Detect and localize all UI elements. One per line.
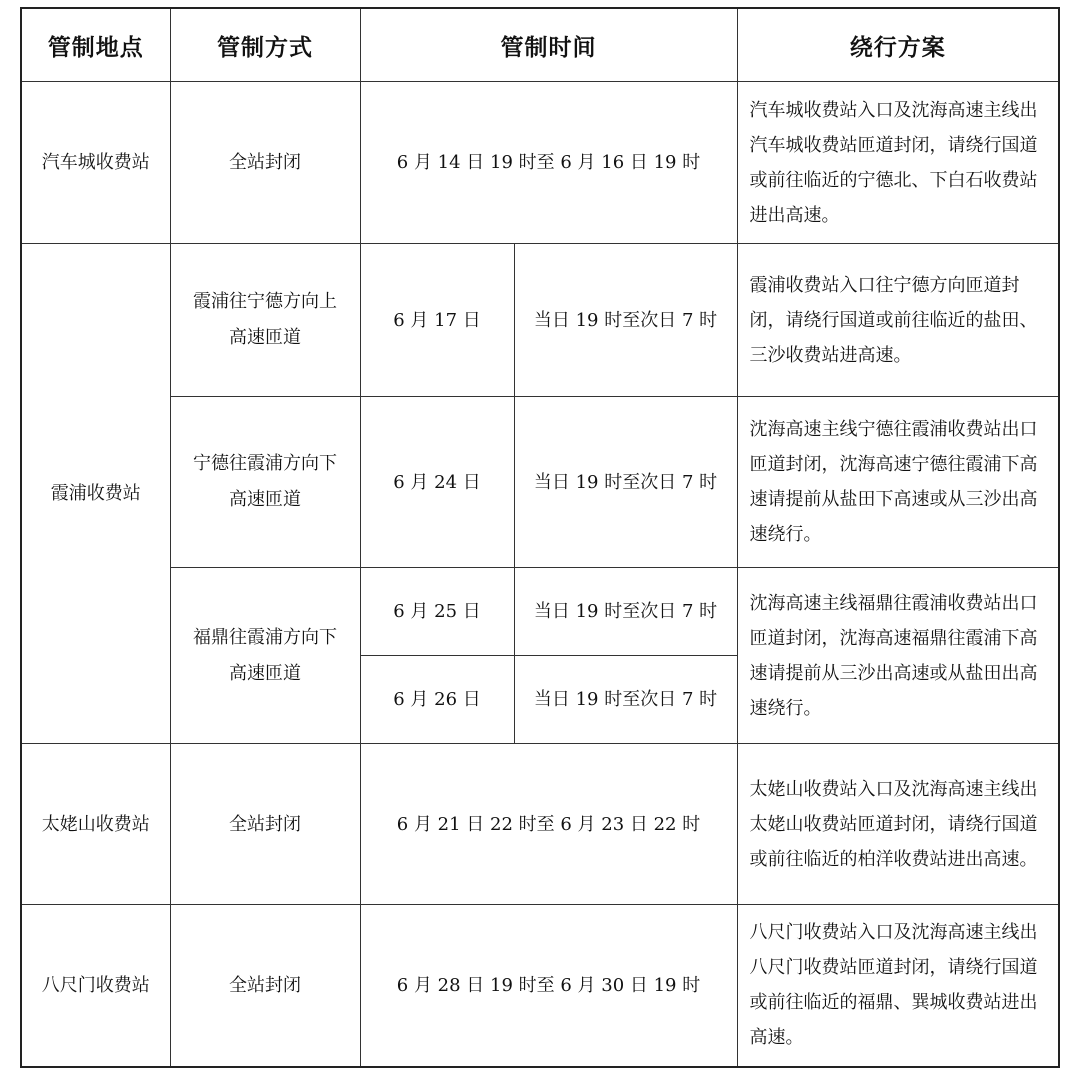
detour-cell: 汽车城收费站入口及沈海高速主线出汽车城收费站匝道封闭，请绕行国道或前往临近的宁德北、下白石收费站进出高速。 <box>737 82 1059 244</box>
method-cell <box>170 568 360 744</box>
location-cell: 八尺门收费站 <box>21 905 170 1067</box>
method-cell <box>170 397 360 568</box>
table-row <box>21 905 1059 1067</box>
date-cell: 6 月 26 日 <box>360 656 514 744</box>
detour-cell: 霞浦收费站入口往宁德方向匝道封闭，请绕行国道或前往临近的盐田、三沙收费站进高速。 <box>737 244 1059 397</box>
time-cell: 6 月 28 日 19 时至 6 月 30 日 19 时 <box>360 905 737 1067</box>
header-detour: 绕行方案 <box>737 8 1059 82</box>
detour-cell: 太姥山收费站入口及沈海高速主线出太姥山收费站匝道封闭，请绕行国道或前往临近的柏洋收费站进出高速。 <box>737 744 1059 905</box>
method-cell <box>170 244 360 397</box>
date-cell: 6 月 24 日 <box>360 397 514 568</box>
date-cell: 6 月 17 日 <box>360 244 514 397</box>
method-text <box>193 446 337 518</box>
header-location: 管制地点 <box>21 8 170 82</box>
method-line: 高速匝道 <box>229 489 301 510</box>
location-cell: 汽车城收费站 <box>21 82 170 244</box>
header-method: 管制方式 <box>170 8 360 82</box>
method-text <box>193 284 337 356</box>
table-row <box>21 397 1059 568</box>
hours-cell: 当日 19 时至次日 7 时 <box>514 568 737 656</box>
method-line: 高速匝道 <box>229 662 301 684</box>
method-cell: 全站封闭 <box>170 905 360 1067</box>
header-time: 管制时间 <box>360 8 737 82</box>
header-row <box>21 8 1059 82</box>
table-row <box>21 244 1059 397</box>
traffic-control-table <box>20 7 1060 1068</box>
table-row <box>21 82 1059 244</box>
hours-cell: 当日 19 时至次日 7 时 <box>514 397 737 568</box>
method-line: 霞浦往宁德方向上 <box>193 291 337 312</box>
time-cell: 6 月 21 日 22 时至 6 月 23 日 22 时 <box>360 744 737 905</box>
hours-cell: 当日 19 时至次日 7 时 <box>514 656 737 744</box>
table-row <box>21 568 1059 656</box>
location-cell: 霞浦收费站 <box>21 244 170 744</box>
detour-cell: 沈海高速主线宁德往霞浦收费站出口匝道封闭，沈海高速宁德往霞浦下高速请提前从盐田下高速或从三沙出高速绕行。 <box>737 397 1059 568</box>
table-row <box>21 744 1059 905</box>
location-cell: 太姥山收费站 <box>21 744 170 905</box>
method-line: 高速匝道 <box>229 327 301 348</box>
method-text <box>193 620 337 692</box>
hours-cell: 当日 19 时至次日 7 时 <box>514 244 737 397</box>
date-cell: 6 月 25 日 <box>360 568 514 656</box>
method-line: 福鼎往霞浦方向下 <box>193 626 337 648</box>
detour-cell: 沈海高速主线福鼎往霞浦收费站出口匝道封闭，沈海高速福鼎往霞浦下高速请提前从三沙出高速或从盐田出高速绕行。 <box>737 568 1059 744</box>
time-cell: 6 月 14 日 19 时至 6 月 16 日 19 时 <box>360 82 737 244</box>
method-line: 宁德往霞浦方向下 <box>193 453 337 474</box>
method-cell: 全站封闭 <box>170 744 360 905</box>
method-cell: 全站封闭 <box>170 82 360 244</box>
detour-cell: 八尺门收费站入口及沈海高速主线出八尺门收费站匝道封闭，请绕行国道或前往临近的福鼎、巽城收费站进出高速。 <box>737 905 1059 1067</box>
